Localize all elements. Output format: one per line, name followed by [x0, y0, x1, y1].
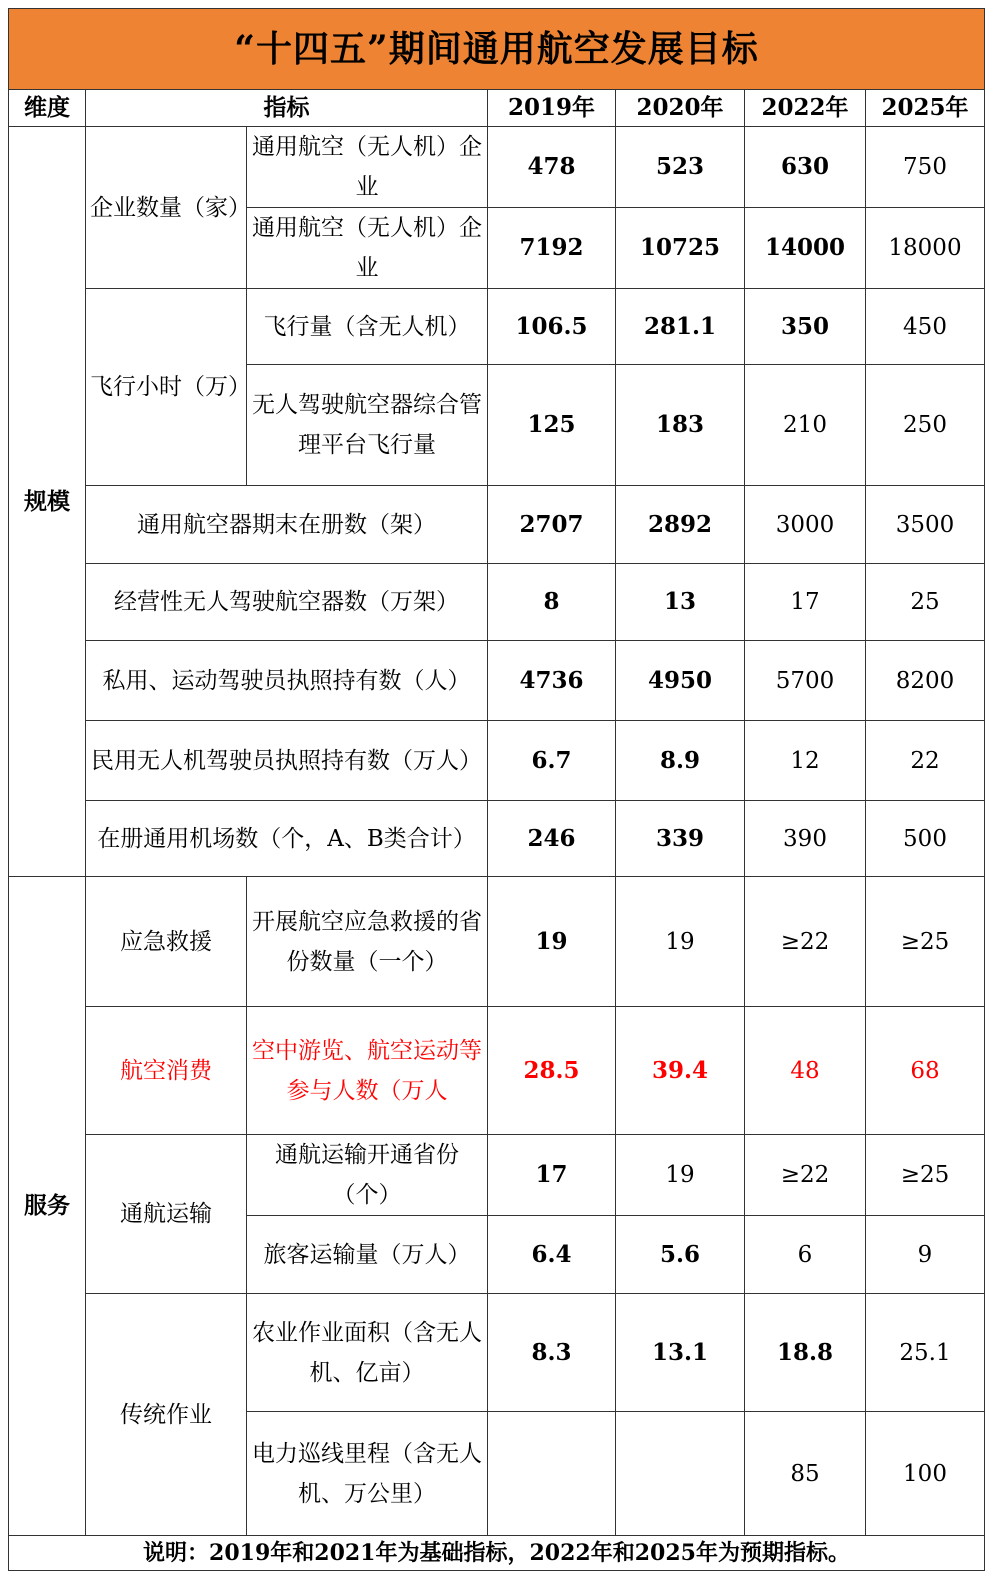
cell-2025: 100: [866, 1412, 985, 1536]
row-subindicator: 农业作业面积（含无人机、亿亩）: [247, 1294, 488, 1412]
cell-2025: 68: [866, 1007, 985, 1135]
cell-2020: 4950: [616, 641, 745, 721]
row-subindicator: 旅客运输量（万人）: [247, 1216, 488, 1294]
cell-2025: 8200: [866, 641, 985, 721]
cell-2025: 25: [866, 564, 985, 641]
cell-2022: 18.8: [745, 1294, 866, 1412]
cell-2025: 9: [866, 1216, 985, 1294]
cell-2022: 390: [745, 801, 866, 877]
table-row: [9, 877, 985, 1007]
cell-2025: 22: [866, 721, 985, 801]
row-subindicator: 通用航空（无人机）企业: [247, 127, 488, 208]
cell-2025: 750: [866, 127, 985, 208]
table-title: “十四五”期间通用航空发展目标: [9, 9, 985, 90]
cell-2022: 17: [745, 564, 866, 641]
cell-2019: 6.4: [488, 1216, 616, 1294]
row-subindicator: 飞行量（含无人机）: [247, 289, 488, 365]
cell-2022: 14000: [745, 208, 866, 289]
row-subindicator: 电力巡线里程（含无人机、万公里）: [247, 1412, 488, 1536]
cell-2020: 183: [616, 365, 745, 486]
table-row: [9, 564, 985, 641]
cell-2019: 17: [488, 1135, 616, 1216]
header-indicator: 指标: [86, 90, 488, 127]
table-row: [9, 289, 985, 365]
cell-2020: 523: [616, 127, 745, 208]
cell-2020: 2892: [616, 486, 745, 564]
row-subindicator: 空中游览、航空运动等参与人数（万人: [247, 1007, 488, 1135]
note-row: [9, 1536, 985, 1571]
cell-2019: 8.3: [488, 1294, 616, 1412]
table-row: [9, 1007, 985, 1135]
header-row: [9, 90, 985, 127]
cell-2022: 630: [745, 127, 866, 208]
row-category: 企业数量（家）: [86, 127, 247, 289]
cell-2020: 19: [616, 877, 745, 1007]
cell-2019: 106.5: [488, 289, 616, 365]
cell-2020: 339: [616, 801, 745, 877]
targets-table: [8, 8, 985, 1571]
cell-2020: 10725: [616, 208, 745, 289]
cell-2025: ≥25: [866, 877, 985, 1007]
cell-2022: 6: [745, 1216, 866, 1294]
cell-2025: 250: [866, 365, 985, 486]
cell-2020: 5.6: [616, 1216, 745, 1294]
cell-2025: ≥25: [866, 1135, 985, 1216]
cell-2019: 8: [488, 564, 616, 641]
table-row: [9, 1135, 985, 1216]
cell-2019: 478: [488, 127, 616, 208]
row-category: 传统作业: [86, 1294, 247, 1536]
row-indicator: 通用航空器期末在册数（架）: [86, 486, 488, 564]
cell-2022: 5700: [745, 641, 866, 721]
group-scale: 规模: [9, 127, 86, 877]
table-row: [9, 127, 985, 208]
cell-2020: 19: [616, 1135, 745, 1216]
row-subindicator: 无人驾驶航空器综合管理平台飞行量: [247, 365, 488, 486]
row-category: 应急救援: [86, 877, 247, 1007]
row-category: 通航运输: [86, 1135, 247, 1294]
cell-2022: 3000: [745, 486, 866, 564]
row-indicator: 在册通用机场数（个，A、B类合计）: [86, 801, 488, 877]
cell-2019: 246: [488, 801, 616, 877]
header-2022: 2022年: [745, 90, 866, 127]
cell-2025: 500: [866, 801, 985, 877]
cell-2020: 13: [616, 564, 745, 641]
table-row: [9, 1294, 985, 1412]
cell-2019: 6.7: [488, 721, 616, 801]
row-subindicator: 开展航空应急救援的省份数量（一个）: [247, 877, 488, 1007]
cell-2020: 39.4: [616, 1007, 745, 1135]
row-indicator: 民用无人机驾驶员执照持有数（万人）: [86, 721, 488, 801]
cell-2022: 85: [745, 1412, 866, 1536]
group-service: 服务: [9, 877, 86, 1536]
cell-2022: ≥22: [745, 877, 866, 1007]
title-row: [9, 9, 985, 90]
cell-2019: 7192: [488, 208, 616, 289]
table-row: [9, 486, 985, 564]
header-2025: 2025年: [866, 90, 985, 127]
row-indicator: 私用、运动驾驶员执照持有数（人）: [86, 641, 488, 721]
cell-2019: 2707: [488, 486, 616, 564]
cell-2025: 25.1: [866, 1294, 985, 1412]
row-subindicator: 通航运输开通省份（个）: [247, 1135, 488, 1216]
cell-2020: 8.9: [616, 721, 745, 801]
cell-2022: 350: [745, 289, 866, 365]
cell-2019: [488, 1412, 616, 1536]
table-container: [8, 8, 984, 1571]
cell-2020: [616, 1412, 745, 1536]
header-dimension: 维度: [9, 90, 86, 127]
cell-2019: 28.5: [488, 1007, 616, 1135]
cell-2019: 19: [488, 877, 616, 1007]
cell-2020: 13.1: [616, 1294, 745, 1412]
cell-2025: 450: [866, 289, 985, 365]
cell-2019: 4736: [488, 641, 616, 721]
cell-2022: 210: [745, 365, 866, 486]
cell-2025: 18000: [866, 208, 985, 289]
cell-2020: 281.1: [616, 289, 745, 365]
header-2019: 2019年: [488, 90, 616, 127]
cell-2022: 48: [745, 1007, 866, 1135]
cell-2025: 3500: [866, 486, 985, 564]
table-row: [9, 641, 985, 721]
cell-2019: 125: [488, 365, 616, 486]
row-category: 航空消费: [86, 1007, 247, 1135]
cell-2022: 12: [745, 721, 866, 801]
header-2020: 2020年: [616, 90, 745, 127]
table-row: [9, 721, 985, 801]
table-row: [9, 801, 985, 877]
row-indicator: 经营性无人驾驶航空器数（万架）: [86, 564, 488, 641]
cell-2022: ≥22: [745, 1135, 866, 1216]
row-subindicator: 通用航空（无人机）企业: [247, 208, 488, 289]
table-note: 说明：2019年和2021年为基础指标，2022年和2025年为预期指标。: [9, 1536, 985, 1571]
row-category: 飞行小时（万）: [86, 289, 247, 486]
